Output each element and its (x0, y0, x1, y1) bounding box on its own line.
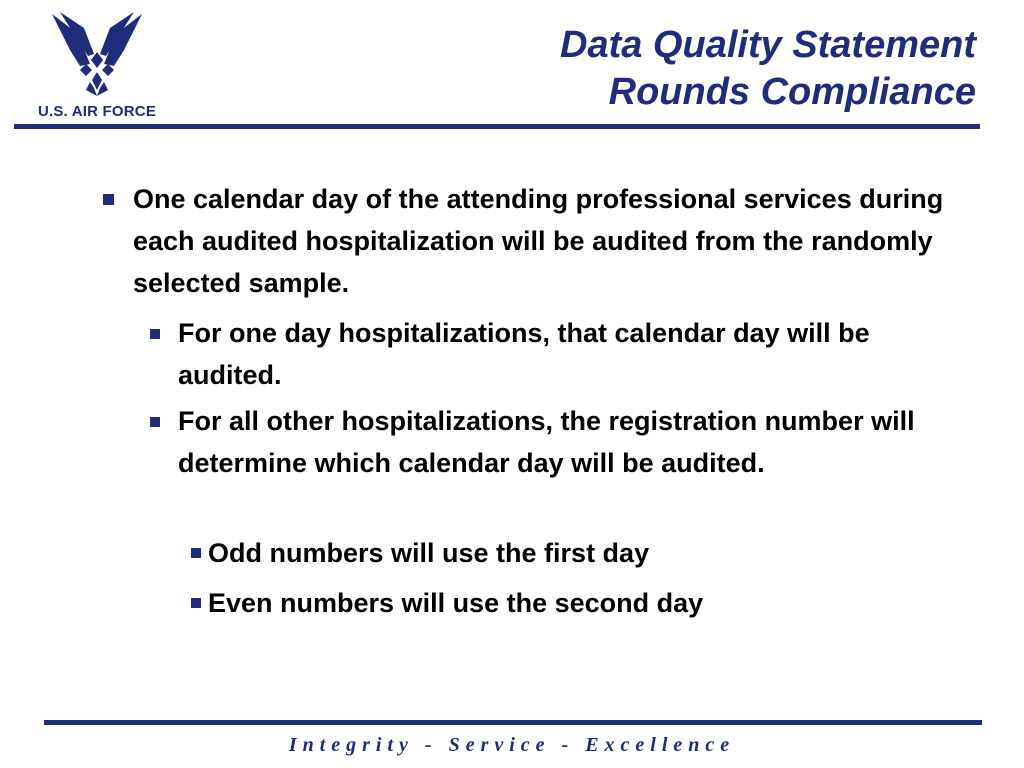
bullet-level1 (103, 178, 983, 304)
title-line-1: Data Quality Statement (560, 24, 976, 66)
bullet-level3-b (191, 582, 971, 624)
bullet-text: For all other hospitalizations, the registration number will determine which calendar day will be audited. (178, 406, 915, 478)
title-line-2: Rounds Compliance (608, 71, 976, 113)
bullet-square-icon (150, 417, 160, 427)
bullet-text: For one day hospitalizations, that calendar day will be audited. (178, 318, 870, 390)
bullet-text: Even numbers will use the second day (208, 588, 704, 618)
bullet-text: Odd numbers will use the first day (208, 538, 650, 568)
bullet-level3-a (191, 532, 971, 574)
air-force-symbol-icon (50, 6, 144, 98)
bullet-square-icon (191, 598, 201, 608)
bullet-square-icon (191, 548, 201, 558)
footer-motto: Integrity - Service - Excellence (288, 734, 736, 756)
bullet-square-icon (103, 194, 114, 205)
bullet-level2-a (150, 312, 970, 396)
header-divider (14, 124, 980, 129)
bullet-text: One calendar day of the attending professional services during each audited hospitalization will be audited from the randomly selected sample. (133, 184, 944, 298)
logo-text: U.S. AIR FORCE (37, 103, 157, 120)
bullet-square-icon (150, 329, 160, 339)
bullet-level2-b (150, 400, 990, 484)
slide-title (560, 22, 976, 116)
air-force-logo (22, 6, 172, 124)
footer-divider (44, 720, 982, 725)
